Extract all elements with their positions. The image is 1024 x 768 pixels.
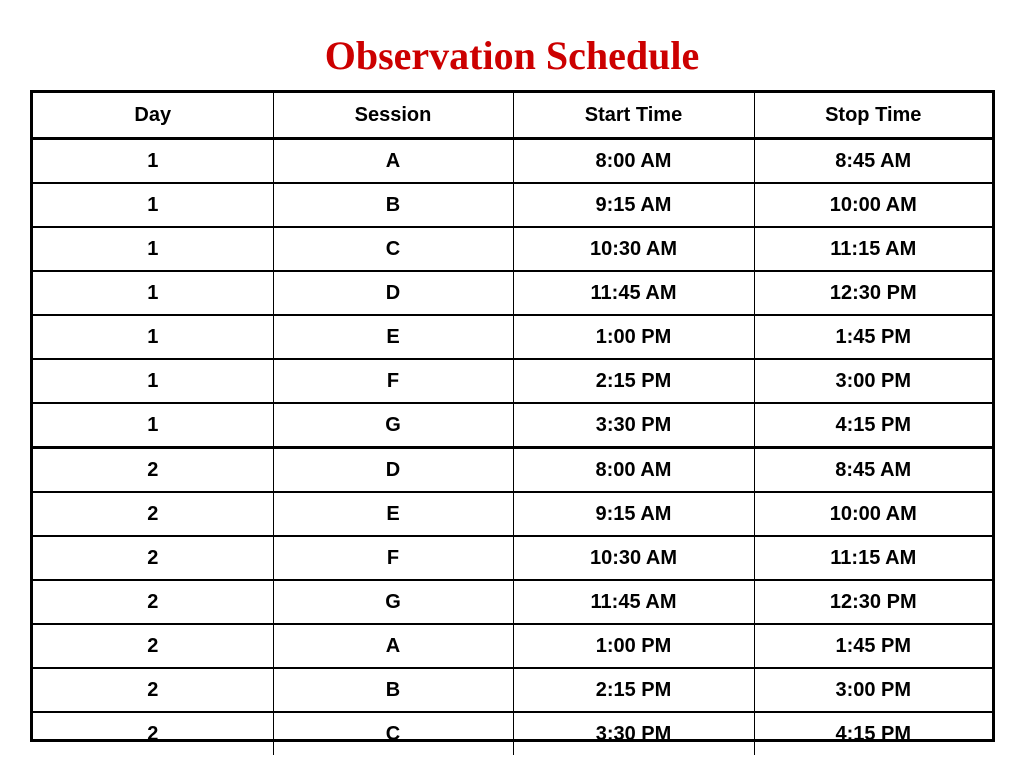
cell-stop-time: 4:15 PM (754, 403, 992, 448)
cell-session: F (273, 536, 513, 580)
table-row (33, 139, 992, 184)
table-row (33, 668, 992, 712)
cell-day: 2 (33, 536, 273, 580)
cell-day: 2 (33, 712, 273, 755)
table-row (33, 492, 992, 536)
cell-stop-time: 11:15 AM (754, 227, 992, 271)
table-row (33, 448, 992, 493)
cell-day: 2 (33, 448, 273, 493)
cell-start-time: 10:30 AM (513, 536, 754, 580)
cell-day: 1 (33, 403, 273, 448)
cell-start-time: 2:15 PM (513, 359, 754, 403)
cell-session: C (273, 712, 513, 755)
cell-day: 2 (33, 492, 273, 536)
cell-session: B (273, 183, 513, 227)
column-header-start-time: Start Time (513, 93, 754, 139)
cell-start-time: 10:30 AM (513, 227, 754, 271)
cell-start-time: 11:45 AM (513, 271, 754, 315)
cell-session: G (273, 580, 513, 624)
cell-day: 1 (33, 315, 273, 359)
table-row (33, 315, 992, 359)
cell-day: 1 (33, 183, 273, 227)
cell-day: 1 (33, 227, 273, 271)
cell-day: 1 (33, 271, 273, 315)
table-row (33, 403, 992, 448)
cell-day: 2 (33, 580, 273, 624)
cell-stop-time: 3:00 PM (754, 359, 992, 403)
cell-stop-time: 10:00 AM (754, 183, 992, 227)
cell-stop-time: 1:45 PM (754, 624, 992, 668)
table-row (33, 624, 992, 668)
cell-start-time: 8:00 AM (513, 139, 754, 184)
cell-stop-time: 1:45 PM (754, 315, 992, 359)
cell-start-time: 3:30 PM (513, 712, 754, 755)
column-header-session: Session (273, 93, 513, 139)
cell-session: E (273, 315, 513, 359)
cell-start-time: 11:45 AM (513, 580, 754, 624)
cell-session: B (273, 668, 513, 712)
cell-stop-time: 4:15 PM (835, 722, 912, 745)
cell-session: D (273, 448, 513, 493)
table-row (33, 712, 992, 755)
table-row (33, 580, 992, 624)
schedule-table (33, 93, 992, 755)
cell-start-time: 8:00 AM (513, 448, 754, 493)
cell-session: C (273, 227, 513, 271)
table-row (33, 227, 992, 271)
cell-day: 2 (33, 668, 273, 712)
cell-start-time: 1:00 PM (513, 315, 754, 359)
table-row (33, 183, 992, 227)
cell-stop-time: 12:30 PM (754, 580, 992, 624)
table-row (33, 359, 992, 403)
cell-session: E (273, 492, 513, 536)
schedule-table-container (30, 90, 995, 745)
table-row (33, 271, 992, 315)
cell-start-time: 2:15 PM (513, 668, 754, 712)
cell-session: D (273, 271, 513, 315)
table-header-row (33, 93, 992, 139)
table-row (33, 536, 992, 580)
cell-start-time: 1:00 PM (513, 624, 754, 668)
cell-start-time: 9:15 AM (513, 183, 754, 227)
cell-session: A (273, 624, 513, 668)
cell-stop-time: 8:45 AM (754, 448, 992, 493)
cell-session: A (273, 139, 513, 184)
cell-session: F (273, 359, 513, 403)
cell-stop-time: 12:30 PM (754, 271, 992, 315)
column-header-day: Day (33, 93, 273, 139)
column-header-stop-time: Stop Time (754, 93, 992, 139)
cell-session: G (273, 403, 513, 448)
cell-stop-time: 3:00 PM (754, 668, 992, 712)
cell-stop-time: 8:45 AM (754, 139, 992, 184)
cell-start-time: 9:15 AM (513, 492, 754, 536)
cell-day: 2 (33, 624, 273, 668)
cell-day: 1 (33, 139, 273, 184)
cell-start-time: 3:30 PM (513, 403, 754, 448)
page-title: Observation Schedule (324, 33, 700, 78)
cell-stop-time: 11:15 AM (754, 536, 992, 580)
cell-stop-time: 10:00 AM (754, 492, 992, 536)
cell-day: 1 (33, 359, 273, 403)
